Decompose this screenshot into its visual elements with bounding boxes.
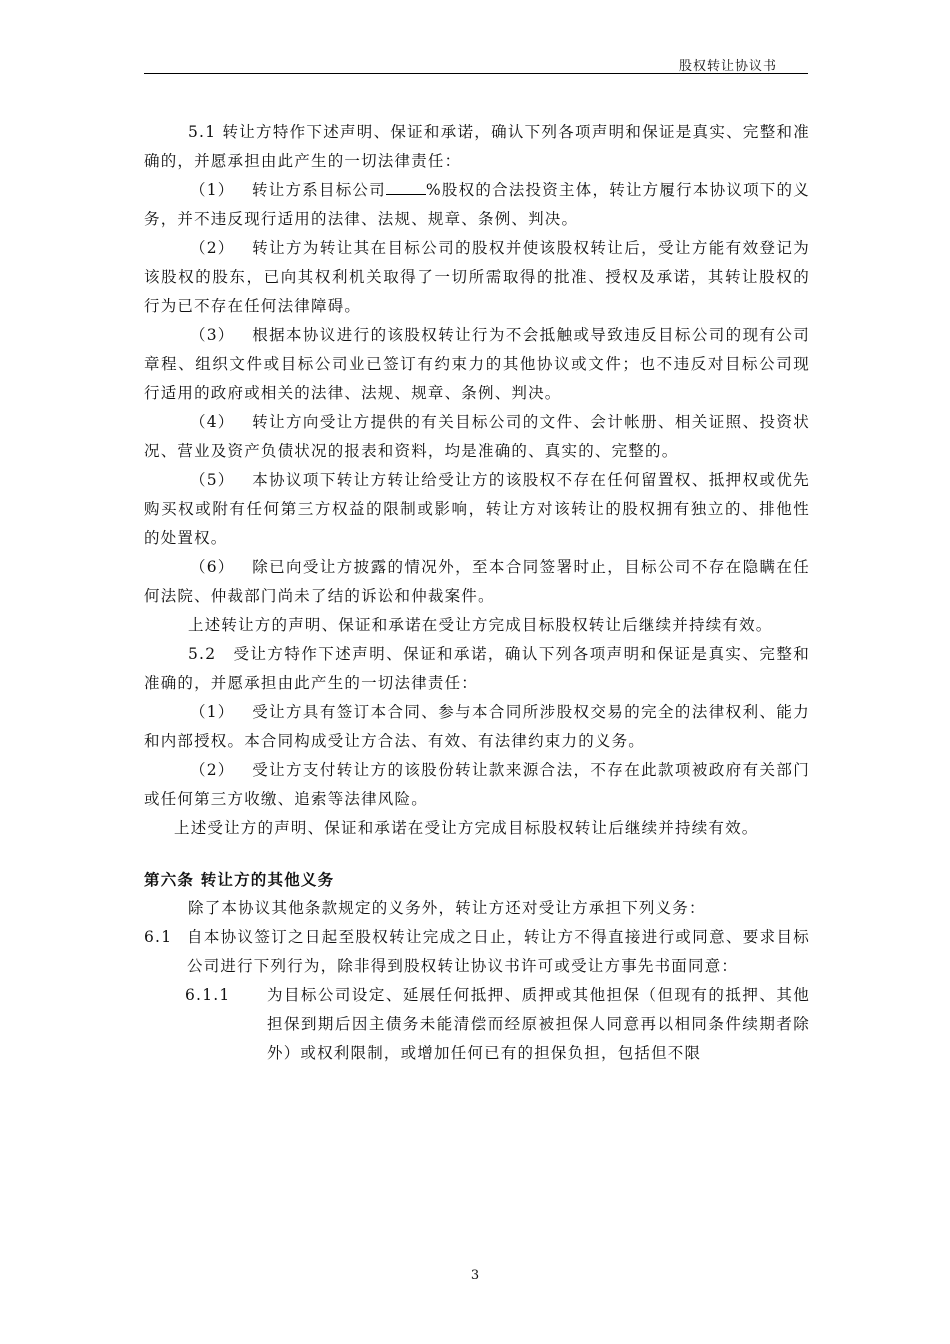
article-6-title: 第六条 转让方的其他义务: [144, 870, 335, 889]
item-text: 受让方具有签订本合同、参与本合同所涉股权交易的完全的法律权利、能力和内部授权。本合同构成受让方合法、有效、有法律约束力的义务。: [144, 703, 810, 750]
item-number: （2）: [190, 239, 235, 257]
item-text-before-blank: 转让方系目标公司: [252, 181, 386, 199]
clause-5-1-item-4: [144, 408, 810, 466]
clause-number: 6.1.1: [185, 986, 231, 1004]
item-number: （6）: [190, 558, 235, 576]
item-number: （1）: [190, 703, 235, 721]
item-text: 除已向受让方披露的情况外，至本合同签署时止，目标公司不存在隐瞒在任何法院、仲裁部门尚未了结的诉讼和仲裁案件。: [144, 558, 810, 605]
header-title: 股权转让协议书: [678, 59, 777, 74]
clause-6-1-1: [144, 981, 810, 1068]
clause-5-1-closing: 上述转让方的声明、保证和承诺在受让方完成目标股权转让后继续并持续有效。: [188, 616, 773, 634]
clause-5-2-item-2: [144, 756, 810, 814]
document-body: [144, 118, 810, 1068]
item-text: 转让方为转让其在目标公司的股权并使该股权转让后，受让方能有效登记为该股权的股东，已向其权利机关取得了一切所需取得的批准、授权及承诺，其转让股权的行为已不存在任何法律障碍。: [144, 239, 810, 315]
clause-5-1-item-1: [144, 176, 810, 234]
clause-5-2-closing: 上述受让方的声明、保证和承诺在受让方完成目标股权转让后继续并持续有效。: [174, 819, 759, 837]
item-text: 本协议项下转让方转让给受让方的该股权不存在任何留置权、抵押权或优先购买权或附有任何第三方权益的限制或影响，转让方对该转让的股权拥有独立的、排他性的处置权。: [144, 471, 810, 547]
clause-6-1: [144, 923, 810, 981]
clause-text: 为目标公司设定、延展任何抵押、质押或其他担保（但现有的抵押、其他担保到期后因主债务未能清偿而经原被担保人同意再以相同条件续期者除外）或权利限制，或增加任何已有的担保负担，包括但不限: [267, 986, 810, 1062]
spacer: [144, 843, 810, 855]
item-number: （4）: [190, 413, 235, 431]
clause-text: 自本协议签订之日起至股权转让完成之日止，转让方不得直接进行或同意、要求目标公司进行下列行为，除非得到股权转让协议书许可或受让方事先书面同意：: [187, 928, 810, 975]
clause-5-1: 5.1 转让方特作下述声明、保证和承诺，确认下列各项声明和保证是真实、完整和准确的，并愿承担由此产生的一切法律责任：: [144, 123, 810, 170]
item-number: （2）: [190, 761, 235, 779]
clause-5-1-item-3: [144, 321, 810, 408]
item-number: （1）: [190, 181, 235, 199]
clause-5-2: 5.2 受让方特作下述声明、保证和承诺，确认下列各项声明和保证是真实、完整和准确的，并愿承担由此产生的一切法律责任：: [144, 645, 810, 692]
clause-5-1-item-5: [144, 466, 810, 553]
page-number: 3: [470, 1268, 480, 1283]
item-text: 转让方向受让方提供的有关目标公司的文件、会计帐册、相关证照、投资状况、营业及资产负债状况的报表和资料，均是准确的、真实的、完整的。: [144, 413, 810, 460]
clause-5-1-item-2: [144, 234, 810, 321]
clause-5-1-item-6: [144, 553, 810, 611]
item-text-after-blank: %股权的合法投资主体，转让方履行本协议项下的义务，并不违反现行适用的法律、法规、规章、条例、判决。: [144, 181, 810, 228]
article-6-intro: 除了本协议其他条款规定的义务外，转让方还对受让方承担下列义务：: [188, 899, 706, 917]
fill-in-blank: [386, 177, 426, 195]
item-text: 受让方支付转让方的该股份转让款来源合法，不存在此款项被政府有关部门或任何第三方收缴、追索等法律风险。: [144, 761, 810, 808]
clause-5-2-item-1: [144, 698, 810, 756]
item-number: （3）: [190, 326, 235, 344]
header-divider: [144, 73, 808, 74]
clause-number: 6.1: [144, 928, 173, 946]
item-number: （5）: [190, 471, 235, 489]
item-text: 根据本协议进行的该股权转让行为不会抵触或导致违反目标公司的现有公司章程、组织文件或目标公司业已签订有约束力的其他协议或文件；也不违反对目标公司现行适用的政府或相关的法律、法规、规章、条例、判决。: [144, 326, 810, 402]
